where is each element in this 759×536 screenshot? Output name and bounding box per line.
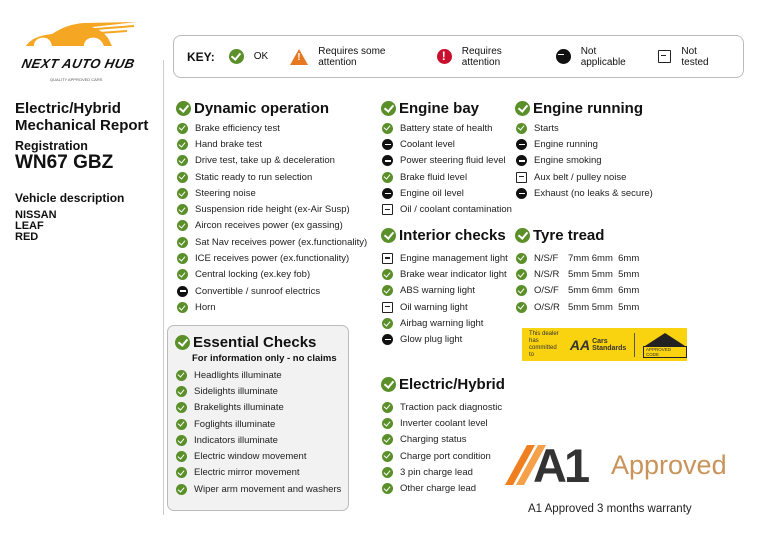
check-item [175,367,341,383]
aa-standards: Standards [592,344,627,352]
section-tyre-tread [515,226,640,315]
check-item [515,153,653,169]
check-item-label: Engine smoking [534,155,602,167]
title-line-1: Electric/Hybrid [15,100,121,117]
check-item-label: Power steering fluid level [400,155,506,167]
check-item [381,283,508,299]
check-circle-icon [176,451,187,462]
tread-depths: 5mm 5mm 5mm [568,268,640,280]
check-circle-icon [177,172,188,183]
check-circle-icon [381,101,396,116]
check-circle-icon [176,419,187,430]
check-circle-icon [176,101,191,116]
check-item-label: Inverter coolant level [400,417,488,429]
check-item [381,432,505,448]
check-circle-icon [382,269,393,280]
check-circle-icon [176,402,187,413]
check-item-label: N/S/R [534,268,560,280]
check-item-label: Central locking (ex.key fob) [195,269,311,281]
section-title: Dynamic operation [194,99,330,117]
report-title [15,100,148,134]
check-item-label: Other charge lead [400,483,477,495]
check-item-label: N/S/F [534,252,559,264]
minus-circle-icon [382,155,393,166]
minus-circle-icon [382,139,393,150]
minus-circle-icon [516,139,527,150]
check-list [381,120,512,218]
section-engine-running [515,99,653,201]
approved-code-roof-icon [643,332,687,346]
check-item-label: Horn [195,301,216,313]
check-circle-icon [177,139,188,150]
a1-approved-word: Approved [611,450,727,480]
check-item-label: Airbag warning light [400,317,484,329]
section-title: Engine bay [399,99,480,117]
check-item [515,120,653,136]
key-item-ok [229,46,268,68]
check-circle-icon [516,253,527,264]
section-interior-checks [381,226,508,348]
section-dynamic-operation [176,99,367,316]
section-heading [381,226,508,244]
check-item [176,185,367,201]
section-title: Electric/Hybrid [399,375,505,393]
brand-tagline: QUALITY APPROVED CARS [50,77,103,82]
brand-name: NEXT AUTO HUB [20,56,137,71]
section-heading [175,333,341,351]
check-item [515,169,653,185]
key-item-label: Requires some attention [318,45,386,68]
minus-circle-icon [177,286,188,297]
warning-triangle-icon [290,49,308,65]
check-item [381,169,512,185]
check-circle-icon [177,269,188,280]
check-circle-icon [382,402,393,413]
check-item-label: Static ready to run selection [195,171,313,183]
check-item [381,185,512,201]
section-title: Interior checks [399,226,506,244]
check-item-label: Hand brake test [195,138,263,150]
tread-depths: 5mm 6mm 6mm [568,285,640,297]
check-item-label: ABS warning light [400,285,475,297]
check-item-label: Headlights illuminate [194,369,282,381]
check-circle-icon [176,484,187,495]
check-circle-icon [516,123,527,134]
vehicle-make: NISSAN [15,209,57,221]
minus-circle-icon [382,188,393,199]
check-circle-icon [382,483,393,494]
check-circle-icon [176,467,187,478]
aa-badge-text: This dealer has committed to [529,330,559,358]
minus-circle-icon [382,334,393,345]
check-item [175,400,341,416]
check-circle-icon [175,335,190,350]
minus-square-icon [382,204,393,215]
check-item [176,267,367,283]
key-legend [173,35,744,78]
check-item-label: Coolant level [400,138,455,150]
approved-code-logo [643,332,687,358]
section-title: Essential Checks [193,333,317,351]
section-heading [515,99,653,117]
check-circle-icon [382,123,393,134]
key-label: KEY: [187,49,215,64]
minus-square-icon [382,302,393,313]
check-item-label: 3 pin charge lead [400,466,473,478]
a1-mark: A1 [533,439,588,492]
section-heading [515,226,604,244]
check-item [175,465,341,481]
key-item-warn [290,46,415,68]
check-item-label: Glow plug light [400,334,463,346]
check-item-label: ICE receives power (ex.functionality) [195,253,350,265]
check-item [381,331,508,347]
check-circle-icon [382,285,393,296]
check-circle-icon [176,435,187,446]
check-item-label: Charge port condition [400,450,491,462]
section-heading [381,99,512,117]
check-circle-icon [177,253,188,264]
check-item-label: Brakelights illuminate [194,402,284,414]
check-item [515,266,640,282]
section-heading [176,99,367,117]
minus-circle-icon [556,49,571,64]
aa-cars-standards [592,338,626,352]
check-item [176,201,367,217]
check-item [381,250,508,266]
check-list [381,250,508,348]
title-line-2: Mechanical Report [15,117,149,134]
check-item [175,416,341,432]
check-item [176,234,367,250]
aa-cars-standards-badge [522,328,687,361]
car-logo-icon [22,18,140,56]
tread-depths: 5mm 5mm 5mm [568,301,640,313]
minus-square-icon [382,253,393,264]
check-circle-icon [515,101,530,116]
check-item [515,283,640,299]
a1-approved-logo [505,440,735,495]
check-item-label: Exhaust (no leaks & secure) [534,187,653,199]
check-item-label: Brake wear indicator light [400,268,507,280]
divider [163,60,164,515]
check-list [515,120,653,201]
check-circle-icon [515,228,530,243]
check-item-label: Brake fluid level [400,171,468,183]
key-item-label: Requires attention [461,45,502,68]
check-item-label: Suspension ride height (ex-Air Susp) [195,204,350,216]
check-circle-icon [382,467,393,478]
check-circle-icon [516,269,527,280]
key-item-nt [658,46,721,68]
check-circle-icon [516,285,527,296]
check-item [515,136,653,152]
check-circle-icon [381,228,396,243]
check-circle-icon [177,220,188,231]
vehicle-colour: RED [15,231,39,243]
check-item [175,432,341,448]
check-list [515,250,640,315]
check-item [176,120,367,136]
section-title: Tyre tread [533,226,605,244]
check-item-label: Brake efficiency test [195,122,280,134]
check-circle-icon [229,49,244,64]
check-item-label: Foglights illuminate [194,418,276,430]
minus-circle-icon [516,155,527,166]
check-item-label: Oil / coolant contamination [400,204,512,216]
key-item-att [437,46,534,68]
check-circle-icon [176,370,187,381]
check-circle-icon [177,237,188,248]
check-item-label: Aux belt / pulley noise [534,171,627,183]
approved-code-text: APPROVED CODE [643,346,687,358]
check-circle-icon [177,155,188,166]
key-item-label: Not tested [681,45,709,68]
check-item [176,218,367,234]
check-item [176,299,367,315]
check-item [381,448,505,464]
check-item-label: Charging status [400,434,467,446]
tread-depths: 7mm 6mm 6mm [568,252,640,264]
check-item-label: Engine running [534,138,598,150]
check-list [381,399,505,497]
minus-circle-icon [516,188,527,199]
check-item-label: O/S/R [534,301,560,313]
check-circle-icon [382,318,393,329]
registration-label: Registration [15,139,88,153]
check-circle-icon [177,302,188,313]
check-item-label: Drive test, take up & deceleration [195,155,335,167]
warranty-text: A1 Approved 3 months warranty [528,503,692,515]
check-item-label: Battery state of health [400,122,493,134]
check-item [381,120,512,136]
key-item-label: OK [253,51,269,62]
key-item-na [556,46,637,68]
vehicle-description-label: Vehicle description [15,191,125,205]
check-item [381,136,512,152]
check-item [515,250,640,266]
check-item [381,399,505,415]
exclamation-circle-icon [437,49,452,64]
section-heading [381,375,505,393]
check-item [176,169,367,185]
aa-cars: Cars [592,337,608,345]
section-essential-checks [175,333,341,497]
check-circle-icon [382,434,393,445]
check-item [176,153,367,169]
check-circle-icon [177,204,188,215]
check-item-label: Aircon receives power (ex gassing) [195,220,343,232]
check-item [381,415,505,431]
check-item-label: Electric window movement [194,451,307,463]
key-item-label: Not applicable [580,45,626,68]
minus-square-icon [658,50,671,63]
aa-separator [634,333,635,357]
check-item [175,481,341,497]
check-item-label: Oil warning light [400,301,468,313]
check-item [381,315,508,331]
check-item [176,283,367,299]
check-list [175,367,341,497]
check-item [381,153,512,169]
check-item [381,464,505,480]
check-item-label: Electric mirror movement [194,467,300,479]
check-circle-icon [176,386,187,397]
vehicle-model: LEAF [15,220,44,232]
check-item [381,201,512,217]
minus-square-icon [516,172,527,183]
check-item-label: O/S/F [534,285,559,297]
check-circle-icon [516,302,527,313]
check-item [515,299,640,315]
check-item [176,250,367,266]
registration-number: WN67 GBZ [15,152,114,173]
check-item [381,266,508,282]
check-item [381,299,508,315]
check-list [176,120,367,316]
check-item [515,185,653,201]
check-item-label: Starts [534,122,559,134]
check-item-label: Engine management light [400,252,508,264]
check-circle-icon [177,188,188,199]
check-circle-icon [381,377,396,392]
check-item-label: Traction pack diagnostic [400,401,503,413]
check-item [176,136,367,152]
check-item-label: Engine oil level [400,187,464,199]
check-item-label: Indicators illuminate [194,434,278,446]
aa-logo: AA [569,336,591,353]
check-item [175,383,341,399]
check-circle-icon [382,418,393,429]
check-item [381,480,505,496]
vehicle-description [15,210,57,243]
check-circle-icon [382,172,393,183]
check-item-label: Wiper arm movement and washers [194,483,342,495]
check-item-label: Sat Nav receives power (ex.functionality) [195,236,368,248]
check-item-label: Sidelights illuminate [194,385,278,397]
check-item-label: Convertible / sunroof electrics [195,285,321,297]
check-circle-icon [382,451,393,462]
section-title: Engine running [533,99,643,117]
check-item [175,448,341,464]
check-circle-icon [177,123,188,134]
section-engine-bay [381,99,512,218]
check-item-label: Steering noise [195,187,256,199]
section-subtitle: For information only - no claims [192,353,337,364]
section-electric-hybrid [381,375,505,497]
